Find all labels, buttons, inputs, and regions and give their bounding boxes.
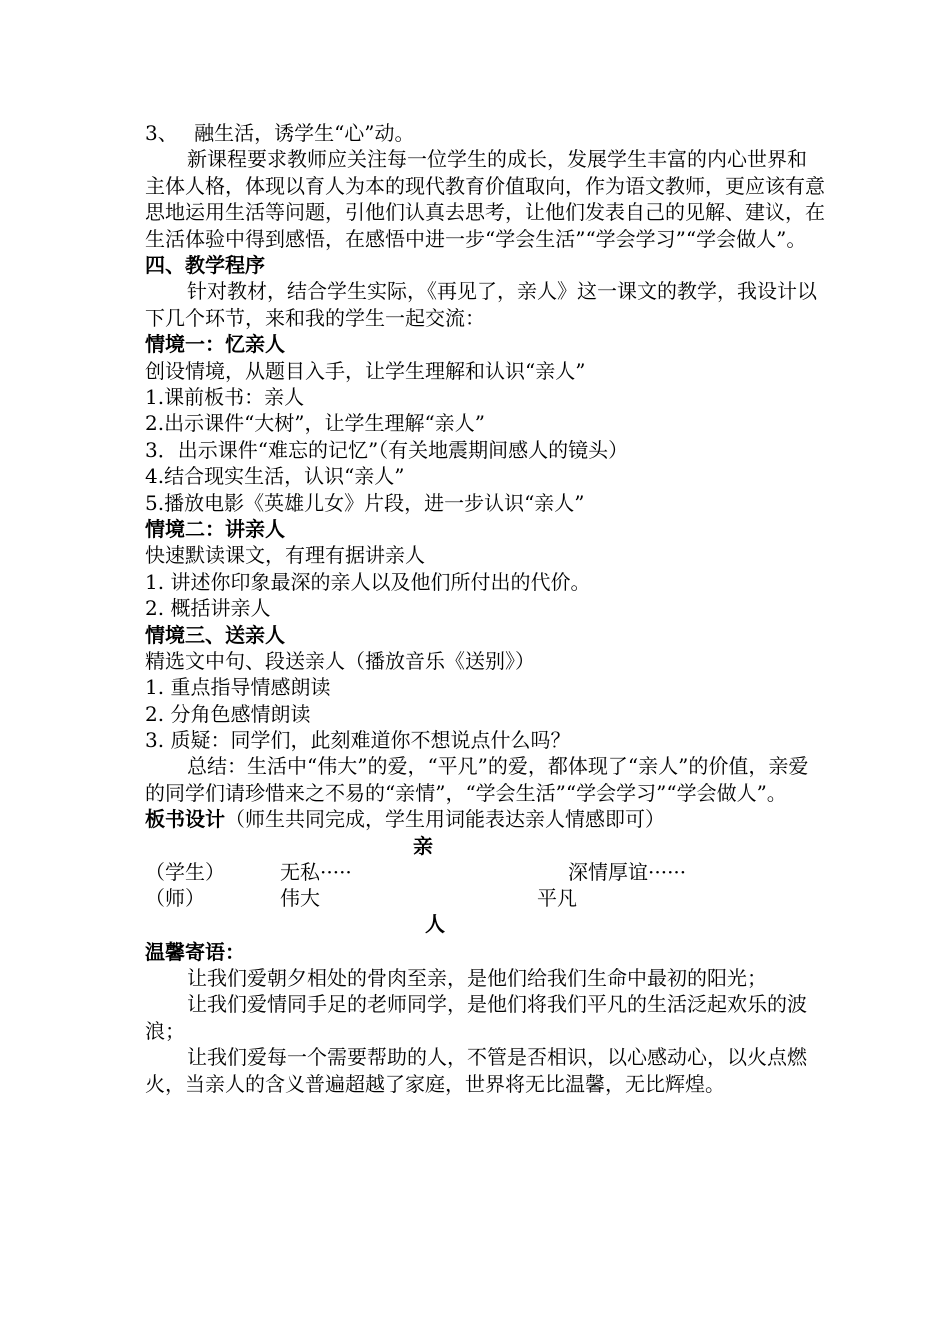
section4-heading: 四、教学程序 (145, 253, 265, 278)
closing-line: 让我们爱朝夕相处的骨肉至亲，是他们给我们生命中最初的阳光； (187, 966, 767, 991)
board-teacher-right: 平凡 (537, 885, 577, 910)
scene2-heading: 情境二：讲亲人 (145, 516, 285, 541)
blackboard-design (145, 833, 825, 936)
board-student-label: （学生） (145, 859, 225, 884)
scene1-heading: 情境一：忆亲人 (145, 332, 285, 357)
scene3-desc: 精选文中句、段送亲人（播放音乐《送别》） (145, 648, 535, 673)
section4-intro: 针对教材，结合学生实际，《再见了，亲人》这一课文的教学，我设计以下几个环节，来和我的学生一起交流： (145, 279, 817, 330)
scene2-item: 2. 概括讲亲人 (145, 596, 271, 621)
scene3-item: 2. 分角色感情朗读 (145, 701, 311, 726)
board-teacher-left: 伟大 (280, 885, 320, 910)
section3-body: 新课程要求教师应关注每一位学生的成长，发展学生丰富的内心世界和主体人格，体现以育人为本的现代教育价值取向，作为语文教师，更应该有意思地运用生活等问题，引他们认真去思考，让他们发表自己的见解、建议，在生活体验中得到感悟，在感悟中进一步“学会生活”“学会学习”“学会做人”。 (145, 147, 825, 251)
document-page (145, 120, 825, 1097)
scene1-item: 1.课前板书：亲人 (145, 385, 305, 409)
section3-title: 3、 融生活，诱学生“心”动。 (145, 121, 415, 145)
board-teacher-label: （师） (145, 885, 205, 910)
scene2-item: 1. 讲述你印象最深的亲人以及他们所付出的代价。 (145, 569, 591, 594)
board-heading-line (145, 806, 825, 832)
board-top-char: 亲 (413, 833, 433, 858)
board-heading: 板书设计 (145, 807, 225, 832)
board-student-left: 无私····· (280, 859, 352, 884)
scene1-item: 5.播放电影《英雄儿女》片段，进一步认识“亲人” (145, 490, 585, 515)
scene3-summary: 总结：生活中“伟大”的爱，“平凡”的爱，都体现了“亲人”的价值，亲爱的同学们请珍惜来之不易的“亲情”，“学会生活”“学会学习”“学会做人”。 (145, 754, 809, 805)
scene2-desc: 快速默读课文，有理有据讲亲人 (145, 543, 425, 568)
scene1-item: 2.出示课件“大树”，让学生理解“亲人” (145, 411, 485, 436)
board-student-right: 深情厚谊······ (568, 859, 687, 884)
scene3-heading: 情境三、送亲人 (145, 622, 285, 647)
closing-heading: 温馨寄语： (145, 939, 245, 964)
scene3-item: 1. 重点指导情感朗读 (145, 675, 331, 700)
board-bottom-char: 人 (425, 911, 445, 936)
scene1-item: 3．出示课件“难忘的记忆”（有关地震期间感人的镜头） (145, 437, 629, 462)
board-note: （师生共同完成，学生用词能表达亲人情感即可） (225, 807, 665, 832)
scene1-desc: 创设情境，从题目入手，让学生理解和认识“亲人” (145, 358, 586, 383)
closing-line: 让我们爱情同手足的老师同学，是他们将我们平凡的生活泛起欢乐的波浪； (145, 992, 807, 1043)
scene3-item: 3. 质疑：同学们，此刻难道你不想说点什么吗？ (145, 728, 571, 753)
closing-line: 让我们爱每一个需要帮助的人，不管是否相识，以心感动心，以火点燃火，当亲人的含义普遍超越了家庭，世界将无比温馨，无比辉煌。 (145, 1045, 807, 1096)
scene1-item: 4.结合现实生活，认识“亲人” (145, 464, 405, 489)
